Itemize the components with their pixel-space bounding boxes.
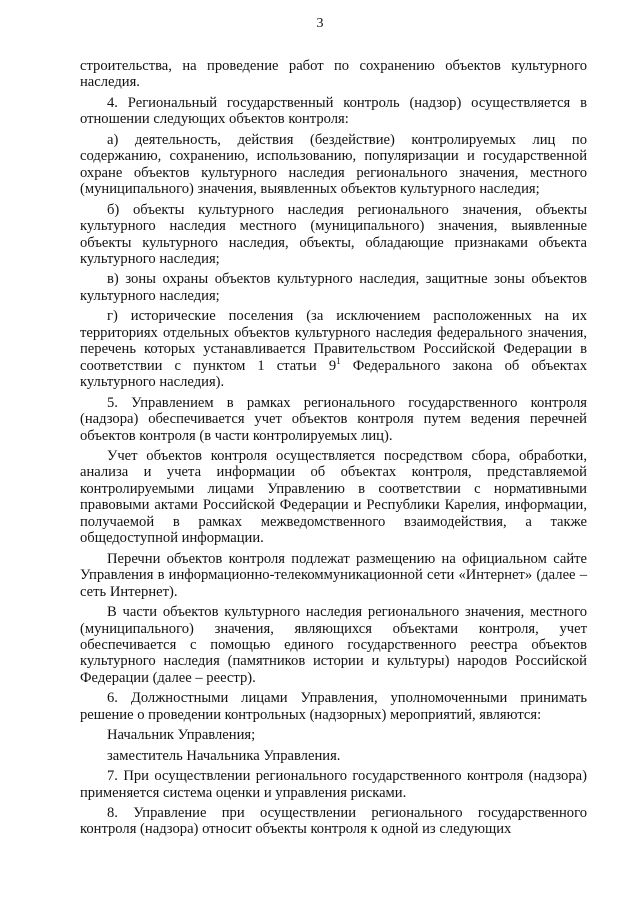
paragraph-5-registry: В части объектов культурного наследия регионального значения, местного (муниципального) значения, являющихся объектами контроля, учет обеспечивается с помощью единого государственного реестра объектов культурного наследия (памятников истории и культуры) народов Российской Федерации (далее – реестр). bbox=[80, 604, 587, 686]
paragraph-continuation: строительства, на проведение работ по сохранению объектов культурного наследия. bbox=[80, 58, 587, 91]
paragraph-4a: а) деятельность, действия (бездействие) контролируемых лиц по содержанию, сохранению, использованию, популяризации и государственной охране объектов культурного наследия регионального значения, местного (муниципального) значения, выявленных объектов культурного наследия; bbox=[80, 131, 587, 198]
paragraph-4v: в) зоны охраны объектов культурного наследия, защитные зоны объектов культурного наследия; bbox=[80, 271, 587, 304]
paragraph-6-deputy: заместитель Начальника Управления. bbox=[107, 747, 341, 764]
paragraph-5: 5. Управлением в рамках регионального государственного контроля (надзора) обеспечивается учет объектов контроля путем ведения перечней объектов контроля (в части контролируемых лиц). bbox=[80, 394, 587, 444]
paragraph-6: 6. Должностными лицами Управления, уполномоченными принимать решение о проведении контрольных (надзорных) мероприятий, являются: bbox=[80, 690, 587, 723]
paragraph-5-lists: Перечни объектов контроля подлежат размещению на официальном сайте Управления в информационно-телекоммуникационной сети «Интернет» (далее – сеть Интернет). bbox=[80, 550, 587, 600]
document-body bbox=[80, 58, 587, 842]
superscript-article-index: 1 bbox=[336, 355, 341, 366]
paragraph-6-head: Начальник Управления; bbox=[107, 727, 256, 744]
page-number: 3 bbox=[316, 16, 324, 31]
paragraph-4g-text: г) исторические поселения (за исключением расположенных на их территориях отдельных объектов культурного наследия федерального значения, перечень которых устанавливается Правительством Российской Федерации в соответствии с пунктом 1 статьи 9 bbox=[80, 308, 587, 374]
paragraph-7: 7. При осуществлении регионального государственного контроля (надзора) применяется система оценки и управления рисками. bbox=[80, 768, 587, 801]
paragraph-4g bbox=[80, 308, 587, 390]
paragraph-4b: б) объекты культурного наследия регионального значения, объекты культурного наследия местного (муниципального) значения, выявленные объекты культурного наследия, объекты, обладающие признаками объекта культурного наследия; bbox=[80, 201, 587, 267]
paragraph-4g-text-end: Федерального закона об объектах культурного наследия). bbox=[80, 357, 587, 391]
paragraph-4: 4. Региональный государственный контроль (надзор) осуществляется в отношении следующих объектов контроля: bbox=[80, 94, 587, 128]
paragraph-5-accounting: Учет объектов контроля осуществляется посредством сбора, обработки, анализа и учета информации об объектах контроля, представляемой контролируемыми лицами Управлению в соответствии с нормативными правовыми актами Российской Федерации и Республики Карелия, информации, получаемой в рамках межведомственного взаимодействия, а также общедоступной информации. bbox=[80, 447, 587, 547]
paragraph-8: 8. Управление при осуществлении регионального государственного контроля (надзора) относит объекты контроля к одной из следующих bbox=[80, 805, 587, 838]
